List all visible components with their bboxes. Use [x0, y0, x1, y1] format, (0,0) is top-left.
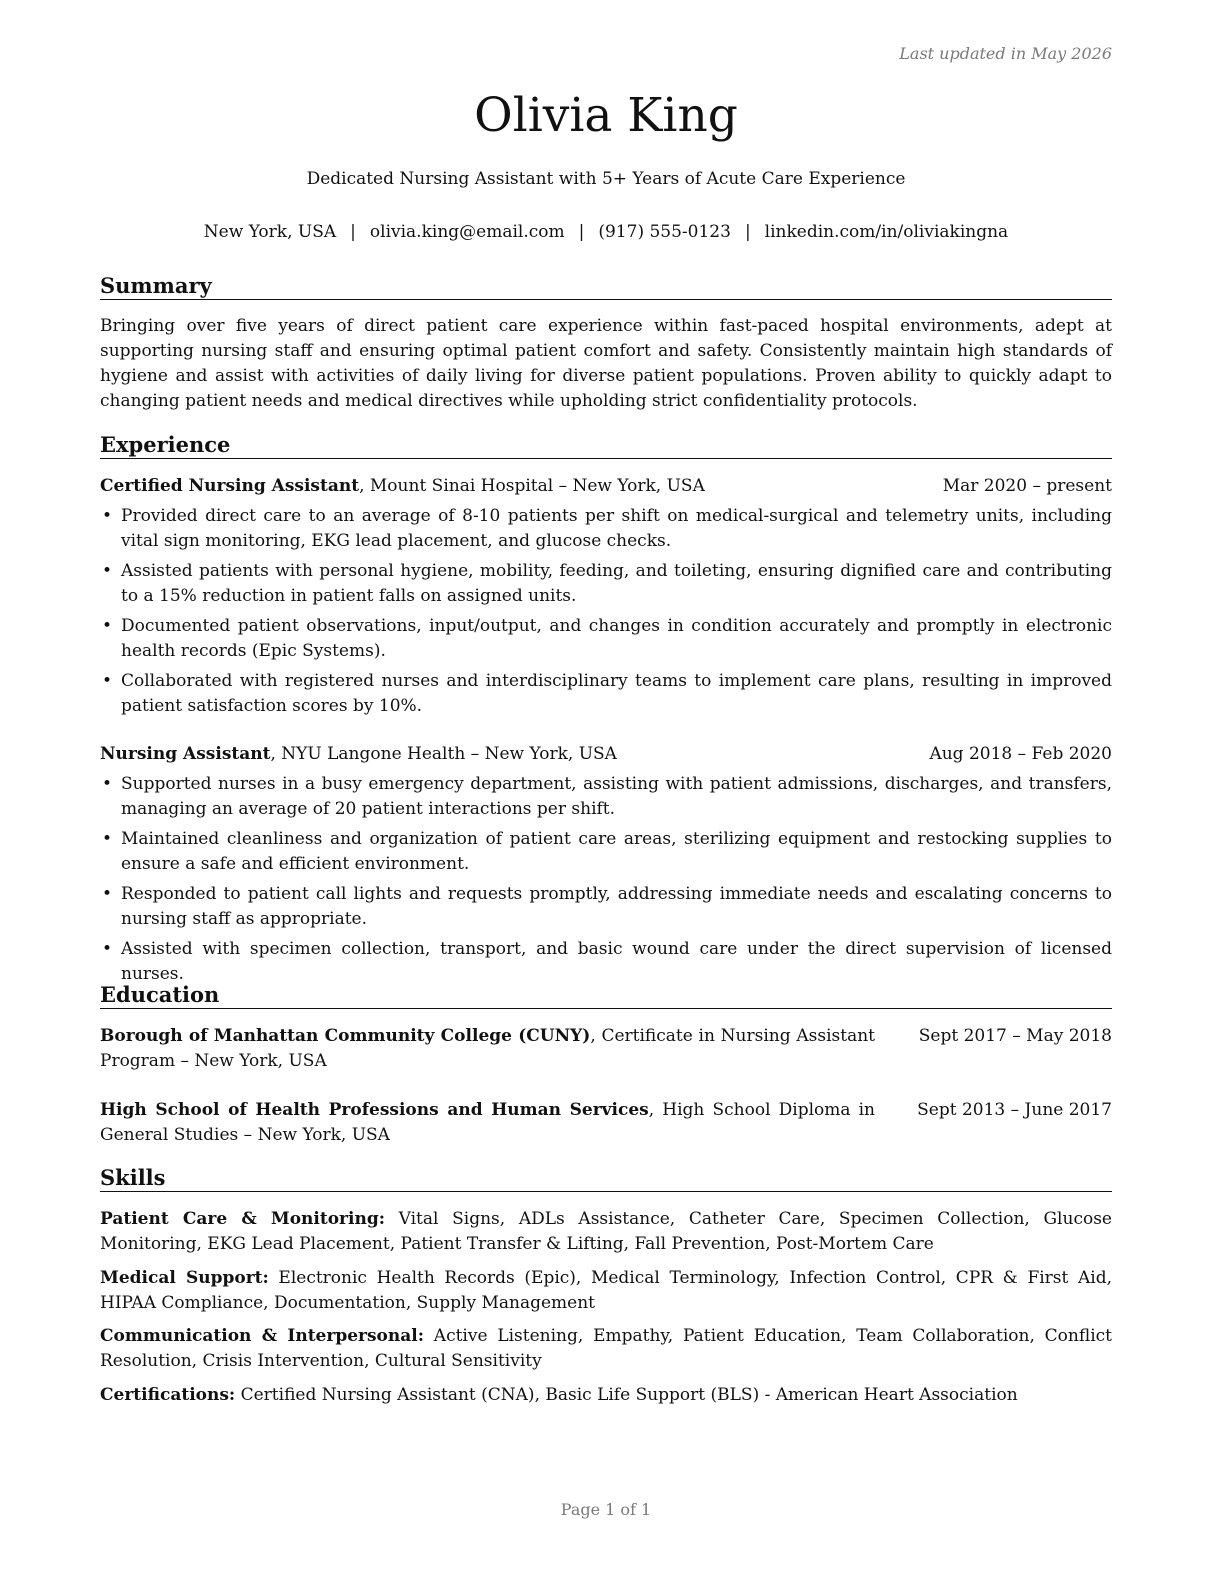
candidate-name: Olivia King: [474, 88, 738, 143]
contact-line: [100, 219, 1112, 245]
school-name: High School of Health Professions and Human Services: [100, 1100, 649, 1120]
job-bullet: • Assisted patients with personal hygiene, mobility, feeding, and toileting, ensuring dignified care and contributing to a 15% reduction in patient falls on assigned units.: [102, 561, 1112, 606]
separator: |: [744, 222, 751, 242]
job-bullet: • Provided direct care to an average of 8-10 patients per shift on medical-surgical and telemetry units, including vital sign monitoring, EKG lead placement, and glucose checks.: [102, 506, 1112, 551]
skill-label: Patient Care & Monitoring:: [100, 1209, 385, 1229]
skill-list: Certified Nursing Assistant (CNA), Basic Life Support (BLS) - American Heart Association: [235, 1385, 1018, 1405]
location: New York, USA: [203, 222, 337, 242]
job-org: , NYU Langone Health – New York, USA: [270, 744, 617, 764]
job-header: [100, 742, 1112, 767]
linkedin-link[interactable]: linkedin.com/in/oliviakingna: [764, 222, 1009, 242]
job-header: [100, 474, 1112, 499]
job-bullet: • Responded to patient call lights and requests promptly, addressing immediate needs and escalating concerns to nursing staff as appropriate.: [102, 884, 1112, 929]
school-name: Borough of Manhattan Community College (CUNY): [100, 1026, 591, 1046]
section-title-experience: Experience: [100, 431, 1112, 459]
skill-group: [100, 1266, 1112, 1316]
job-bullet: • Collaborated with registered nurses and interdisciplinary teams to implement care plans, resulting in improved patient satisfaction scores by 10%.: [102, 671, 1112, 716]
job-dates: Aug 2018 – Feb 2020: [929, 744, 1112, 764]
education-dates: Sept 2013 – June 2017: [917, 1100, 1112, 1120]
skill-list: Electronic Health Records (Epic), Medical Terminology, Infection Control, CPR & First Aid, HIPAA Compliance, Documentation, Supply Management: [100, 1268, 1112, 1313]
education-entry: [100, 1098, 1112, 1148]
separator: |: [578, 222, 585, 242]
section-title-summary: Summary: [100, 272, 1112, 300]
education-entry: [100, 1024, 1112, 1074]
page-number: Page 1 of 1: [560, 1500, 652, 1519]
job-bullets: [100, 772, 1112, 992]
skill-group: [100, 1383, 1112, 1408]
skill-group: [100, 1324, 1112, 1374]
job-bullet: • Assisted with specimen collection, transport, and basic wound care under the direct supervision of licensed nurses.: [102, 939, 1112, 984]
last-updated: Last updated in May 2026: [899, 44, 1112, 63]
school-detail: , High School Diploma in General Studies – New York, USA: [100, 1100, 876, 1145]
section-title-education: Education: [100, 981, 1112, 1009]
job-bullet: • Documented patient observations, input/output, and changes in condition accurately and promptly in electronic health records (Epic Systems).: [102, 616, 1112, 661]
phone: (917) 555-0123: [598, 222, 731, 242]
skill-group: [100, 1207, 1112, 1257]
education-dates: Sept 2017 – May 2018: [918, 1026, 1112, 1046]
summary-text: Bringing over five years of direct patient care experience within fast-paced hospital environments, adept at supporting nursing staff and ensuring optimal patient comfort and safety. Consistently maintain high standards of hygiene and assist with activities of daily living for diverse patient populations. Proven ability to quickly adapt to changing patient needs and medical directives while upholding strict confidentiality protocols.: [100, 316, 1112, 411]
skill-label: Medical Support:: [100, 1268, 269, 1288]
skill-label: Certifications:: [100, 1385, 236, 1405]
job-bullet: • Supported nurses in a busy emergency department, assisting with patient admissions, discharges, and transfers, managing an average of 20 patient interactions per shift.: [102, 774, 1112, 819]
job-bullet: • Maintained cleanliness and organization of patient care areas, sterilizing equipment and restocking supplies to ensure a safe and efficient environment.: [102, 829, 1112, 874]
skill-label: Communication & Interpersonal:: [100, 1326, 424, 1346]
job-dates: Mar 2020 – present: [942, 476, 1112, 496]
job-bullets: [100, 504, 1112, 724]
school-detail: , Certificate in Nursing Assistant Program – New York, USA: [100, 1026, 875, 1071]
skill-list: Active Listening, Empathy, Patient Education, Team Collaboration, Conflict Resolution, Crisis Intervention, Cultural Sensitivity: [100, 1326, 1112, 1371]
separator: |: [350, 222, 356, 242]
section-title-skills: Skills: [100, 1164, 1112, 1192]
job-role: Certified Nursing Assistant: [100, 476, 360, 496]
job-role: Nursing Assistant: [100, 744, 271, 764]
skill-list: Vital Signs, ADLs Assistance, Catheter Care, Specimen Collection, Glucose Monitoring, EKG Lead Placement, Patient Transfer & Lifting, Fall Prevention, Post-Mortem Care: [100, 1209, 1112, 1254]
job-org: , Mount Sinai Hospital – New York, USA: [359, 476, 705, 496]
resume-page: [100, 0, 1112, 1584]
email-link[interactable]: olivia.king@email.com: [369, 222, 565, 242]
tagline: Dedicated Nursing Assistant with 5+ Years of Acute Care Experience: [306, 169, 906, 189]
